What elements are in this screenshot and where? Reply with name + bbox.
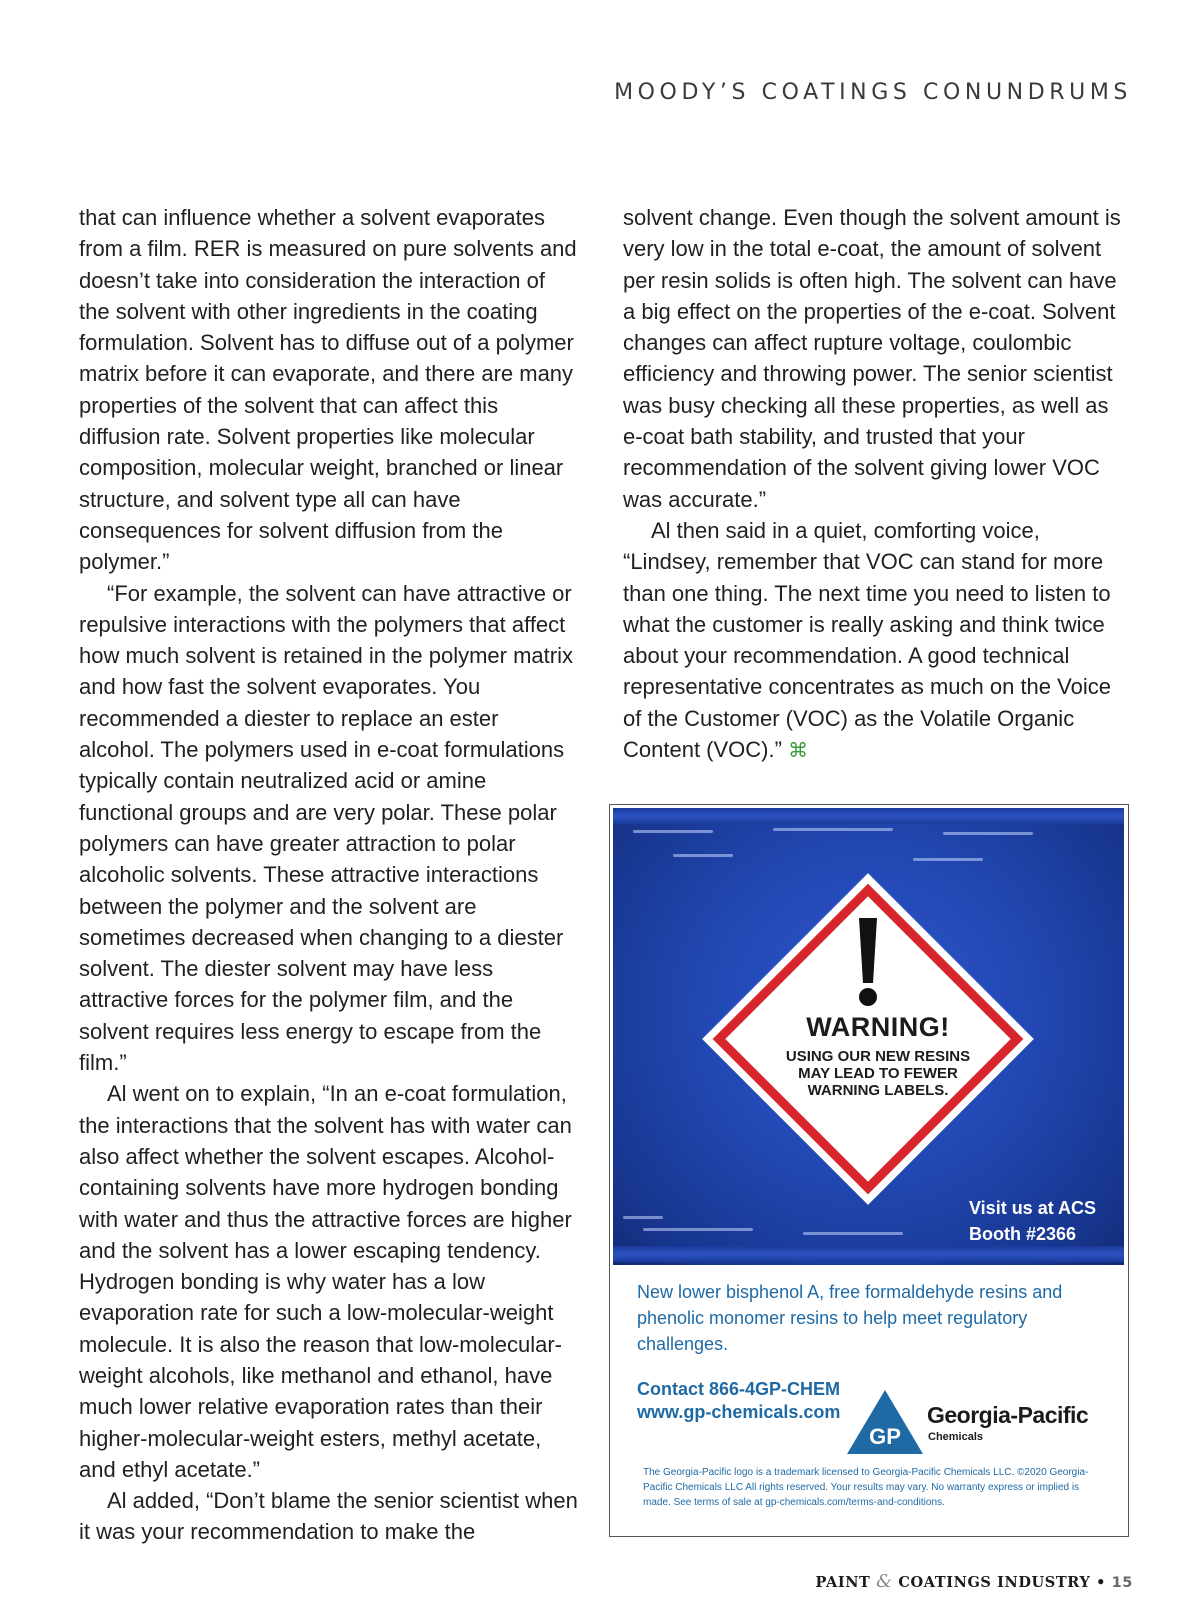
- paragraph: solvent change. Even though the solvent amount is very low in the total e-coat, the amount of solvent per resin solids is often high. The solvent can have a big effect on the properties of the e-coat. Solvent changes can affect rupture voltage, coulombic efficiency and throwing power. The senior scientist was busy checking all these properties, as well as e-coat bath stability, and trusted that your recommendation of the solvent giving lower VOC was accurate.”: [623, 205, 1121, 512]
- end-mark-icon: ⌘: [788, 740, 809, 763]
- visit-line: Visit us at ACS: [969, 1198, 1097, 1218]
- page-footer: [816, 1571, 1133, 1592]
- warning-title: WARNING!: [806, 1012, 950, 1042]
- publication-name-part: PAINT: [815, 1574, 871, 1591]
- paragraph-text: Al then said in a quiet, comforting voice, “Lindsey, remember that VOC can stand for more than one thing. The next time you need to listen to what the customer is really asking and think twice about your recommendation. A good technical representative concentrates as much on the Voice of the Customer (VOC) as the Volatile Organic Content (VOC).”: [623, 517, 1111, 763]
- page-number: 15: [1111, 1575, 1133, 1591]
- gp-mark: GP: [869, 1424, 901, 1449]
- visit-booth: [969, 1195, 1119, 1247]
- warning-text: USING OUR NEW RESINS MAY LEAD TO FEWER WARNING LABELS.: [785, 1048, 971, 1099]
- publication-name-part: COATINGS INDUSTRY: [898, 1574, 1091, 1591]
- contact-website-link[interactable]: www.gp-chemicals.com: [637, 1402, 841, 1422]
- paragraph: that can influence whether a solvent evaporates from a film. RER is measured on pure solvents and doesn’t take into consideration the interaction of the solvent with other ingredients in the coating formulation. Solvent has to diffuse out of a polymer matrix before it can evaporate, and there are many properties of the solvent that can affect this diffusion rate. Solvent properties like molecular composition, molecular weight, branched or linear structure, and solvent type all can have consequences for solvent diffusion from the polymer.”: [79, 205, 577, 575]
- ad-tagline: New lower bisphenol A, free formaldehyde resins and phenolic monomer resins to help meet regulatory challenges.: [637, 1282, 1063, 1354]
- paragraph: “For example, the solvent can have attractive or repulsive interactions with the polymers that affect how much solvent is retained in the polymer matrix and how fast the solvent evaporates. You recommended a diester to replace an ester alcohol. The polymers used in e-coat formulations typically contain neutralized acid or amine functional groups and are very polar. These polar polymers can have greater attraction to polar alcoholic solvents. These attractive interactions between the polymer and the solvent are sometimes decreased when changing to a diester solvent. The diester solvent may have less attractive forces for the polymer film, and the solvent requires less energy to escape from the film.”: [79, 580, 573, 1076]
- ad-fine-print: The Georgia-Pacific logo is a trademark licensed to Georgia-Pacific Chemicals LLC. ©2020 Georgia-Pacific Chemicals LLC All rights reserved. Your results may vary. No warranty express or implied is made. See terms of sale at gp-chemicals.com/terms-and-conditions.: [643, 1467, 1089, 1508]
- running-head: MOODY’S COATINGS CONUNDRUMS: [614, 80, 1132, 105]
- logo-name: Georgia-Pacific: [927, 1402, 1089, 1428]
- paragraph-final: [623, 515, 1133, 767]
- paragraph: Al added, “Don’t blame the senior scientist when it was your recommendation to make the: [79, 1488, 578, 1545]
- publication-ampersand: &: [876, 1571, 893, 1592]
- footer-bullet: •: [1096, 1574, 1106, 1591]
- article-column-left: [79, 202, 579, 1548]
- gp-triangle-icon: [847, 1388, 927, 1458]
- paragraph: Al went on to explain, “In an e-coat formulation, the interactions that the solvent has with water can also affect whether the solvent escapes. Alcohol-containing solvents have more hydrogen bonding with water and thus the attractive forces are higher and the solvent has a lower escaping tendency. Hydrogen bonding is why water has a low evaporation rate for such a low-molecular-weight molecule. It is also the reason that low-molecular-weight alcohols, like methanol and ethanol, have much lower relative evaporation rates than their higher-molecular-weight esters, methyl acetate, and ethyl acetate.”: [79, 1081, 572, 1482]
- georgia-pacific-logo: [847, 1388, 1107, 1466]
- article-column-right: [623, 202, 1133, 767]
- logo-subtitle: Chemicals: [928, 1431, 984, 1443]
- booth-line: Booth #2366: [969, 1224, 1077, 1244]
- advertisement[interactable]: [609, 804, 1129, 1537]
- contact-phone[interactable]: Contact 866-4GP-CHEM: [637, 1379, 841, 1399]
- ad-barrel-photo: [613, 808, 1124, 1265]
